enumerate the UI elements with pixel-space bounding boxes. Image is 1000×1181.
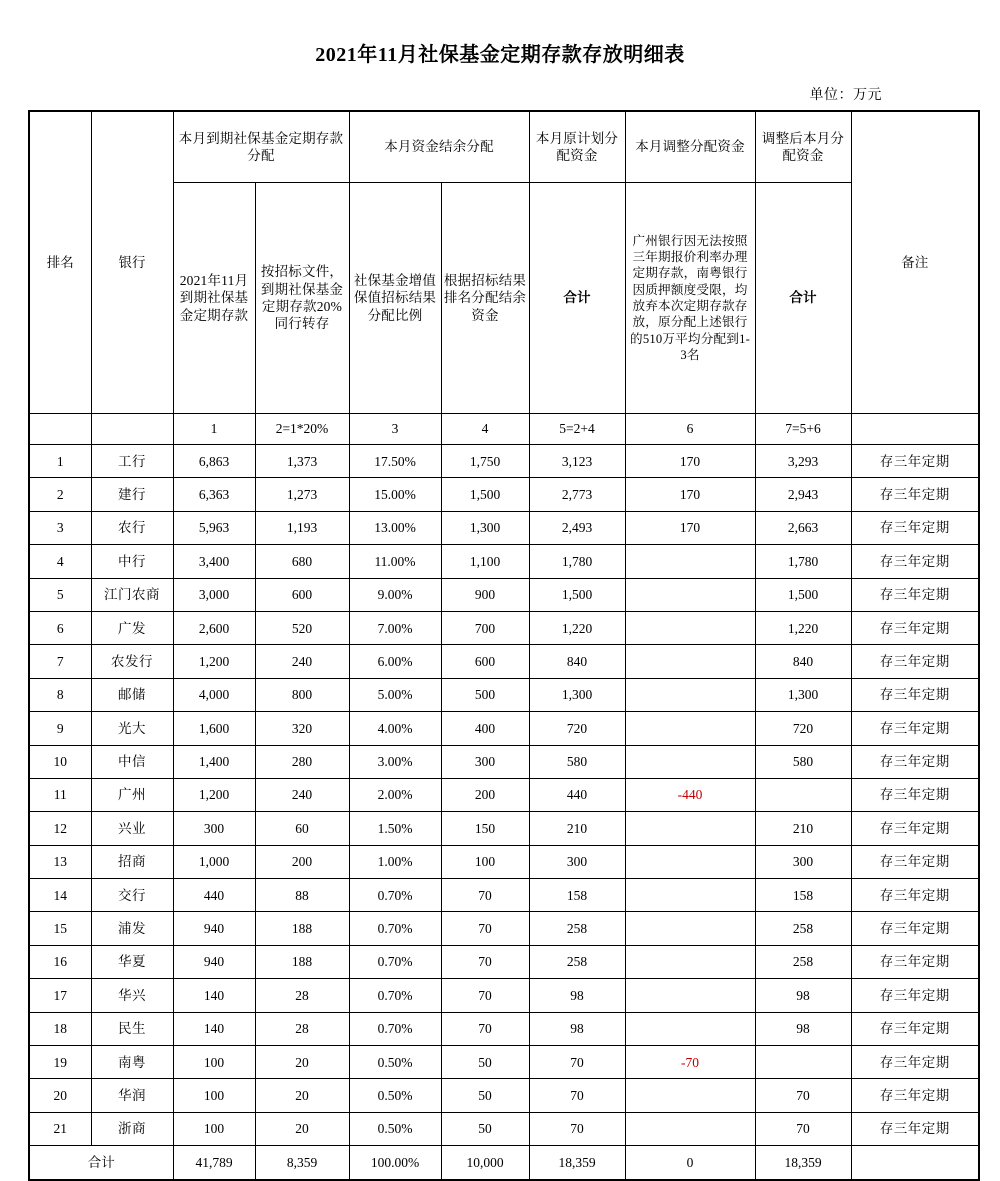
cell-bank: 交行: [91, 879, 173, 912]
cell-after-adjustment: 98: [755, 1012, 851, 1045]
table-row: [29, 678, 979, 711]
cell-maturity-deposit: 100: [173, 1079, 255, 1112]
cell-subtotal: 1,300: [529, 678, 625, 711]
cell-remark: 存三年定期: [851, 912, 979, 945]
cell-after-adjustment: 720: [755, 712, 851, 745]
cell-allocation-ratio: 0.50%: [349, 1112, 441, 1145]
cell-bank: 江门农商: [91, 578, 173, 611]
formula-rank: [29, 414, 91, 445]
column-group-original-plan: 本月原计划分配资金: [529, 111, 625, 183]
table-body: [29, 445, 979, 1181]
cell-remark: 存三年定期: [851, 645, 979, 678]
cell-transfer-20pct: 188: [255, 945, 349, 978]
cell-after-adjustment: 300: [755, 845, 851, 878]
cell-allocation-ratio: 0.70%: [349, 912, 441, 945]
cell-rank: 15: [29, 912, 91, 945]
cell-maturity-deposit: 940: [173, 912, 255, 945]
column-subheader-col5: 合计: [529, 183, 625, 414]
column-group-adjustment: 本月调整分配资金: [625, 111, 755, 183]
cell-after-adjustment: 2,663: [755, 511, 851, 544]
cell-remark: 存三年定期: [851, 845, 979, 878]
cell-maturity-deposit: 1,400: [173, 745, 255, 778]
cell-rank: 2: [29, 478, 91, 511]
column-group-after-adjustment: 调整后本月分配资金: [755, 111, 851, 183]
cell-balance-allocation: 50: [441, 1046, 529, 1079]
cell-adjustment: [625, 545, 755, 578]
table-row: [29, 712, 979, 745]
cell-after-adjustment: 1,300: [755, 678, 851, 711]
cell-rank: 4: [29, 545, 91, 578]
cell-remark: 存三年定期: [851, 578, 979, 611]
formula-col6: 6: [625, 414, 755, 445]
cell-allocation-ratio: 0.70%: [349, 879, 441, 912]
cell-balance-allocation: 300: [441, 745, 529, 778]
column-group-balance-allocation: 本月资金结余分配: [349, 111, 529, 183]
cell-subtotal: 720: [529, 712, 625, 745]
cell-after-adjustment: [755, 1046, 851, 1079]
cell-maturity-deposit: 1,200: [173, 778, 255, 811]
cell-after-adjustment: 158: [755, 879, 851, 912]
cell-balance-allocation: 900: [441, 578, 529, 611]
cell-after-adjustment: 3,293: [755, 445, 851, 478]
cell-allocation-ratio: 6.00%: [349, 645, 441, 678]
formula-row: [29, 414, 979, 445]
cell-adjustment: -70: [625, 1046, 755, 1079]
cell-rank: 12: [29, 812, 91, 845]
cell-maturity-deposit: 6,863: [173, 445, 255, 478]
cell-balance-allocation: 1,500: [441, 478, 529, 511]
cell-subtotal: 840: [529, 645, 625, 678]
column-header-bank: 银行: [91, 111, 173, 414]
cell-rank: 20: [29, 1079, 91, 1112]
cell-after-adjustment: 70: [755, 1112, 851, 1145]
cell-after-adjustment: 1,220: [755, 611, 851, 644]
cell-rank: 10: [29, 745, 91, 778]
cell-after-adjustment: 1,780: [755, 545, 851, 578]
cell-subtotal: 70: [529, 1046, 625, 1079]
cell-adjustment: [625, 678, 755, 711]
cell-bank: 中行: [91, 545, 173, 578]
cell-balance-allocation: 400: [441, 712, 529, 745]
cell-after-adjustment: 1,500: [755, 578, 851, 611]
cell-transfer-20pct: 20: [255, 1046, 349, 1079]
cell-after-adjustment: [755, 778, 851, 811]
cell-subtotal: 98: [529, 979, 625, 1012]
cell-rank: 19: [29, 1046, 91, 1079]
cell-remark: 存三年定期: [851, 879, 979, 912]
cell-remark: 存三年定期: [851, 1012, 979, 1045]
table-row: [29, 445, 979, 478]
cell-transfer-20pct: 28: [255, 1012, 349, 1045]
column-subheader-col1: 2021年11月到期社保基金定期存款: [173, 183, 255, 414]
cell-bank: 浦发: [91, 912, 173, 945]
cell-maturity-deposit: 3,400: [173, 545, 255, 578]
cell-allocation-ratio: 0.70%: [349, 945, 441, 978]
table-row: [29, 645, 979, 678]
cell-maturity-deposit: 6,363: [173, 478, 255, 511]
cell-remark: 存三年定期: [851, 812, 979, 845]
cell-remark: 存三年定期: [851, 545, 979, 578]
cell-subtotal: 70: [529, 1112, 625, 1145]
cell-bank: 民生: [91, 1012, 173, 1045]
total-remark: [851, 1146, 979, 1181]
cell-maturity-deposit: 100: [173, 1046, 255, 1079]
table-row: [29, 1012, 979, 1045]
formula-col7: 7=5+6: [755, 414, 851, 445]
cell-after-adjustment: 98: [755, 979, 851, 1012]
cell-maturity-deposit: 4,000: [173, 678, 255, 711]
total-allocation-ratio: 100.00%: [349, 1146, 441, 1181]
column-subheader-col7: 合计: [755, 183, 851, 414]
cell-remark: 存三年定期: [851, 1112, 979, 1145]
cell-bank: 光大: [91, 712, 173, 745]
cell-after-adjustment: 70: [755, 1079, 851, 1112]
cell-transfer-20pct: 60: [255, 812, 349, 845]
cell-adjustment: [625, 745, 755, 778]
cell-bank: 招商: [91, 845, 173, 878]
cell-subtotal: 580: [529, 745, 625, 778]
cell-balance-allocation: 50: [441, 1079, 529, 1112]
cell-remark: 存三年定期: [851, 511, 979, 544]
cell-maturity-deposit: 1,000: [173, 845, 255, 878]
total-adjustment: 0: [625, 1146, 755, 1181]
cell-transfer-20pct: 600: [255, 578, 349, 611]
cell-maturity-deposit: 3,000: [173, 578, 255, 611]
cell-remark: 存三年定期: [851, 1046, 979, 1079]
cell-transfer-20pct: 240: [255, 645, 349, 678]
cell-after-adjustment: 580: [755, 745, 851, 778]
cell-balance-allocation: 1,750: [441, 445, 529, 478]
cell-adjustment: -440: [625, 778, 755, 811]
cell-transfer-20pct: 520: [255, 611, 349, 644]
cell-bank: 广州: [91, 778, 173, 811]
cell-bank: 华润: [91, 1079, 173, 1112]
cell-subtotal: 158: [529, 879, 625, 912]
cell-remark: 存三年定期: [851, 678, 979, 711]
cell-adjustment: [625, 812, 755, 845]
cell-transfer-20pct: 320: [255, 712, 349, 745]
deposit-detail-table: [28, 110, 980, 1181]
cell-subtotal: 3,123: [529, 445, 625, 478]
cell-remark: 存三年定期: [851, 745, 979, 778]
cell-balance-allocation: 1,300: [441, 511, 529, 544]
cell-balance-allocation: 70: [441, 912, 529, 945]
cell-allocation-ratio: 9.00%: [349, 578, 441, 611]
cell-transfer-20pct: 1,373: [255, 445, 349, 478]
cell-adjustment: [625, 645, 755, 678]
cell-balance-allocation: 150: [441, 812, 529, 845]
cell-transfer-20pct: 280: [255, 745, 349, 778]
cell-adjustment: [625, 1079, 755, 1112]
cell-remark: 存三年定期: [851, 1079, 979, 1112]
cell-subtotal: 1,780: [529, 545, 625, 578]
cell-adjustment: 170: [625, 511, 755, 544]
cell-balance-allocation: 500: [441, 678, 529, 711]
cell-rank: 1: [29, 445, 91, 478]
cell-rank: 17: [29, 979, 91, 1012]
cell-bank: 广发: [91, 611, 173, 644]
total-after-adjustment: 18,359: [755, 1146, 851, 1181]
table-row: [29, 545, 979, 578]
cell-maturity-deposit: 440: [173, 879, 255, 912]
table-container: [0, 110, 1000, 1181]
cell-transfer-20pct: 240: [255, 778, 349, 811]
cell-bank: 华兴: [91, 979, 173, 1012]
cell-maturity-deposit: 1,600: [173, 712, 255, 745]
cell-remark: 存三年定期: [851, 945, 979, 978]
cell-adjustment: [625, 979, 755, 1012]
cell-maturity-deposit: 5,963: [173, 511, 255, 544]
cell-adjustment: 170: [625, 478, 755, 511]
cell-subtotal: 258: [529, 945, 625, 978]
table-row: [29, 912, 979, 945]
formula-bank: [91, 414, 173, 445]
cell-adjustment: [625, 1012, 755, 1045]
cell-allocation-ratio: 15.00%: [349, 478, 441, 511]
total-transfer-20pct: 8,359: [255, 1146, 349, 1181]
table-row: [29, 979, 979, 1012]
table-row: [29, 745, 979, 778]
cell-rank: 8: [29, 678, 91, 711]
header-group-row: [29, 111, 979, 183]
cell-remark: 存三年定期: [851, 712, 979, 745]
cell-transfer-20pct: 88: [255, 879, 349, 912]
cell-remark: 存三年定期: [851, 979, 979, 1012]
cell-bank: 邮储: [91, 678, 173, 711]
table-header: [29, 111, 979, 445]
table-row: [29, 778, 979, 811]
cell-rank: 7: [29, 645, 91, 678]
cell-bank: 中信: [91, 745, 173, 778]
cell-rank: 14: [29, 879, 91, 912]
table-row: [29, 1112, 979, 1145]
total-maturity-deposit: 41,789: [173, 1146, 255, 1181]
cell-allocation-ratio: 1.00%: [349, 845, 441, 878]
cell-transfer-20pct: 188: [255, 912, 349, 945]
cell-subtotal: 1,220: [529, 611, 625, 644]
table-row: [29, 578, 979, 611]
cell-rank: 13: [29, 845, 91, 878]
column-group-maturity-allocation: 本月到期社保基金定期存款分配: [173, 111, 349, 183]
table-row: [29, 845, 979, 878]
cell-balance-allocation: 100: [441, 845, 529, 878]
table-row: [29, 511, 979, 544]
formula-col2: 2=1*20%: [255, 414, 349, 445]
cell-adjustment: [625, 578, 755, 611]
cell-remark: 存三年定期: [851, 611, 979, 644]
cell-maturity-deposit: 100: [173, 1112, 255, 1145]
cell-bank: 华夏: [91, 945, 173, 978]
total-balance-allocation: 10,000: [441, 1146, 529, 1181]
cell-allocation-ratio: 0.70%: [349, 979, 441, 1012]
cell-maturity-deposit: 940: [173, 945, 255, 978]
cell-subtotal: 300: [529, 845, 625, 878]
cell-balance-allocation: 70: [441, 979, 529, 1012]
cell-adjustment: 170: [625, 445, 755, 478]
cell-maturity-deposit: 140: [173, 979, 255, 1012]
cell-rank: 21: [29, 1112, 91, 1145]
cell-transfer-20pct: 28: [255, 979, 349, 1012]
cell-remark: 存三年定期: [851, 778, 979, 811]
column-subheader-col4: 根据招标结果排名分配结余资金: [441, 183, 529, 414]
cell-allocation-ratio: 1.50%: [349, 812, 441, 845]
cell-bank: 南粤: [91, 1046, 173, 1079]
cell-bank: 工行: [91, 445, 173, 478]
cell-transfer-20pct: 200: [255, 845, 349, 878]
cell-rank: 9: [29, 712, 91, 745]
cell-rank: 11: [29, 778, 91, 811]
cell-balance-allocation: 600: [441, 645, 529, 678]
cell-allocation-ratio: 0.50%: [349, 1046, 441, 1079]
formula-col4: 4: [441, 414, 529, 445]
table-row: [29, 879, 979, 912]
cell-allocation-ratio: 17.50%: [349, 445, 441, 478]
cell-adjustment: [625, 879, 755, 912]
cell-balance-allocation: 700: [441, 611, 529, 644]
column-header-rank: 排名: [29, 111, 91, 414]
table-row: [29, 1079, 979, 1112]
cell-adjustment: [625, 912, 755, 945]
cell-remark: 存三年定期: [851, 478, 979, 511]
cell-maturity-deposit: 140: [173, 1012, 255, 1045]
cell-adjustment: [625, 945, 755, 978]
cell-rank: 5: [29, 578, 91, 611]
cell-subtotal: 2,773: [529, 478, 625, 511]
cell-rank: 3: [29, 511, 91, 544]
cell-balance-allocation: 200: [441, 778, 529, 811]
cell-subtotal: 1,500: [529, 578, 625, 611]
formula-col3: 3: [349, 414, 441, 445]
cell-subtotal: 440: [529, 778, 625, 811]
cell-transfer-20pct: 1,273: [255, 478, 349, 511]
cell-allocation-ratio: 11.00%: [349, 545, 441, 578]
cell-allocation-ratio: 4.00%: [349, 712, 441, 745]
cell-rank: 18: [29, 1012, 91, 1045]
column-subheader-col3: 社保基金增值保值招标结果分配比例: [349, 183, 441, 414]
formula-col5: 5=2+4: [529, 414, 625, 445]
cell-transfer-20pct: 20: [255, 1079, 349, 1112]
cell-bank: 农发行: [91, 645, 173, 678]
cell-allocation-ratio: 3.00%: [349, 745, 441, 778]
formula-remark: [851, 414, 979, 445]
unit-note: 单位：万元: [809, 88, 882, 103]
cell-transfer-20pct: 680: [255, 545, 349, 578]
cell-balance-allocation: 50: [441, 1112, 529, 1145]
cell-subtotal: 210: [529, 812, 625, 845]
cell-remark: 存三年定期: [851, 445, 979, 478]
cell-after-adjustment: 210: [755, 812, 851, 845]
cell-bank: 兴业: [91, 812, 173, 845]
cell-bank: 农行: [91, 511, 173, 544]
cell-adjustment: [625, 845, 755, 878]
table-row: [29, 478, 979, 511]
table-row: [29, 812, 979, 845]
column-header-remark: 备注: [851, 111, 979, 414]
cell-subtotal: 98: [529, 1012, 625, 1045]
cell-bank: 浙商: [91, 1112, 173, 1145]
cell-balance-allocation: 70: [441, 945, 529, 978]
total-label: 合计: [29, 1146, 173, 1181]
cell-maturity-deposit: 2,600: [173, 611, 255, 644]
cell-adjustment: [625, 712, 755, 745]
cell-balance-allocation: 1,100: [441, 545, 529, 578]
table-row: [29, 945, 979, 978]
cell-bank: 建行: [91, 478, 173, 511]
cell-maturity-deposit: 300: [173, 812, 255, 845]
cell-adjustment: [625, 611, 755, 644]
page-title: 2021年11月社保基金定期存款存放明细表: [315, 44, 685, 66]
cell-allocation-ratio: 5.00%: [349, 678, 441, 711]
cell-adjustment: [625, 1112, 755, 1145]
cell-after-adjustment: 258: [755, 912, 851, 945]
cell-after-adjustment: 840: [755, 645, 851, 678]
cell-after-adjustment: 258: [755, 945, 851, 978]
column-subheader-col2: 按招标文件，到期社保基金定期存款20%同行转存: [255, 183, 349, 414]
cell-transfer-20pct: 20: [255, 1112, 349, 1145]
cell-allocation-ratio: 13.00%: [349, 511, 441, 544]
cell-allocation-ratio: 0.70%: [349, 1012, 441, 1045]
formula-col1: 1: [173, 414, 255, 445]
cell-allocation-ratio: 0.50%: [349, 1079, 441, 1112]
cell-balance-allocation: 70: [441, 879, 529, 912]
cell-allocation-ratio: 2.00%: [349, 778, 441, 811]
cell-transfer-20pct: 800: [255, 678, 349, 711]
cell-maturity-deposit: 1,200: [173, 645, 255, 678]
table-total-row: [29, 1146, 979, 1181]
cell-after-adjustment: 2,943: [755, 478, 851, 511]
cell-rank: 6: [29, 611, 91, 644]
column-subheader-col6-note: 广州银行因无法按照三年期报价利率办理定期存款，南粤银行因质押额度受限，均放弃本次定期存款存放，原分配上述银行的510万平均分配到1-3名: [625, 183, 755, 414]
cell-allocation-ratio: 7.00%: [349, 611, 441, 644]
cell-balance-allocation: 70: [441, 1012, 529, 1045]
cell-transfer-20pct: 1,193: [255, 511, 349, 544]
cell-rank: 16: [29, 945, 91, 978]
table-row: [29, 611, 979, 644]
cell-subtotal: 70: [529, 1079, 625, 1112]
table-row: [29, 1046, 979, 1079]
cell-subtotal: 258: [529, 912, 625, 945]
cell-subtotal: 2,493: [529, 511, 625, 544]
total-subtotal: 18,359: [529, 1146, 625, 1181]
